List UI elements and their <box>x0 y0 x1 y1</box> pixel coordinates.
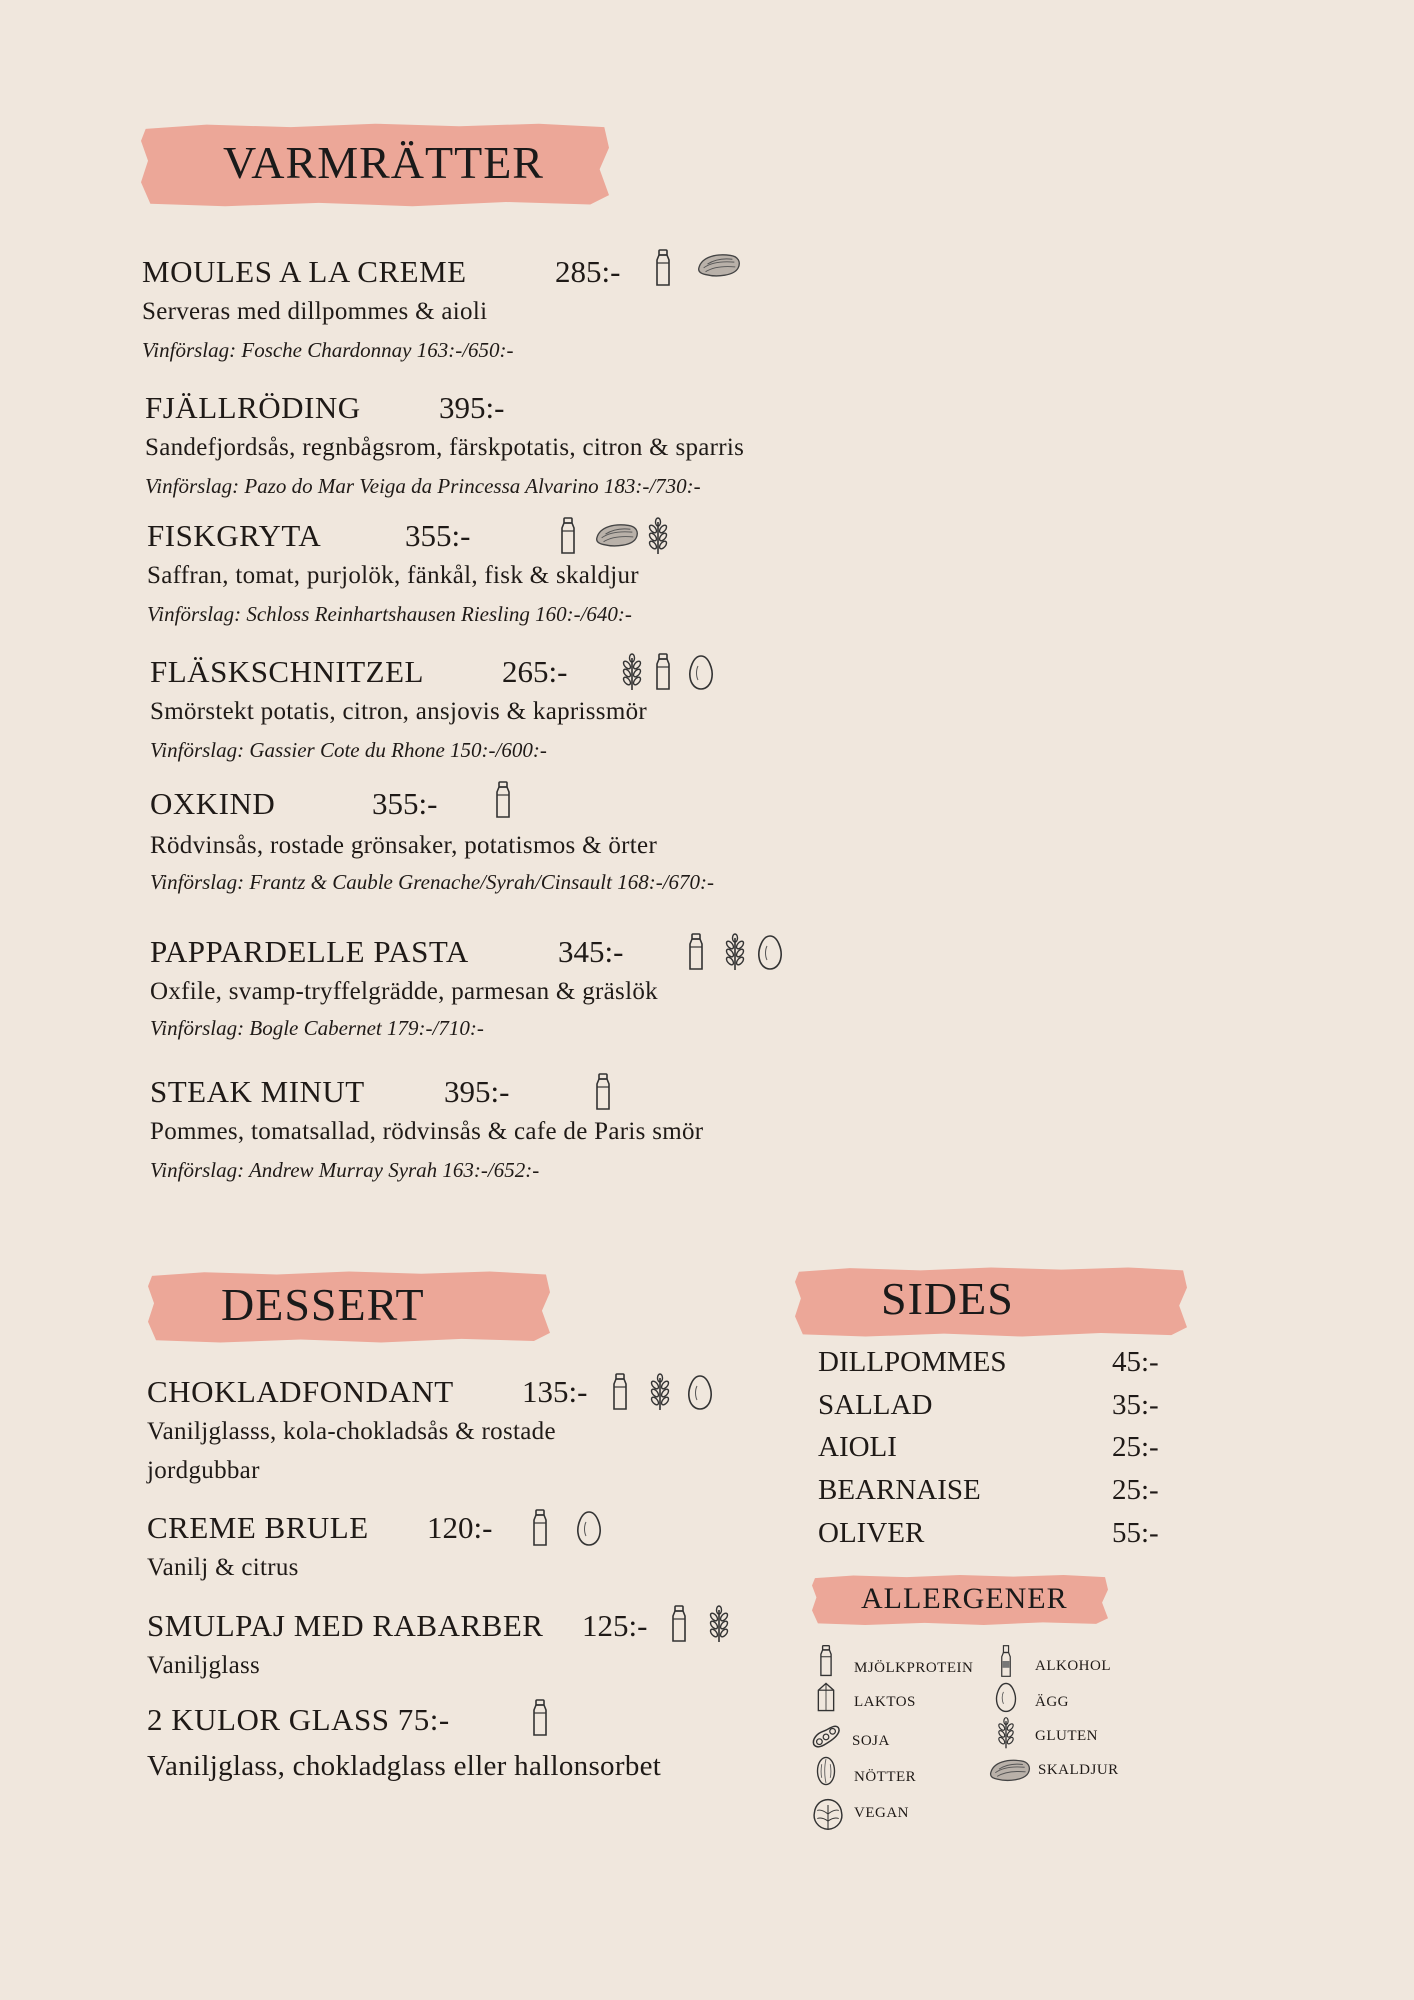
allergen-label: LAKTOS <box>854 1694 916 1710</box>
bottle-icon <box>648 248 678 288</box>
bottle-icon <box>588 1072 618 1112</box>
wine-suggestion: Vinförslag: Gassier Cote du Rhone 150:-/600:- <box>150 738 547 762</box>
menu-item-description: Vanilj & citrus <box>147 1554 299 1581</box>
menu-item-name: FLÄSKSCHNITZEL <box>150 654 424 689</box>
soy-icon <box>810 1720 842 1752</box>
menu-item-name: SMULPAJ MED RABARBER <box>147 1608 544 1643</box>
menu-item-description: Sandefjordsås, regnbågsrom, färskpotatis, citron & sparris <box>145 434 745 461</box>
menu-item-name: PAPPARDELLE PASTA <box>150 934 469 969</box>
menu-item-name: OXKIND <box>150 786 276 821</box>
menu-item-description: Vaniljglasss, kola-chokladsås & rostade <box>147 1418 556 1445</box>
menu-item-description: Vaniljglass, chokladglass eller hallonsorbet <box>147 1750 662 1782</box>
allergen-label: SKALDJUR <box>1038 1762 1119 1778</box>
allergen-label: ÄGG <box>1035 1694 1069 1710</box>
bottle-icon <box>648 652 678 692</box>
side-item-name: BEARNAISE <box>818 1474 981 1506</box>
bottle-icon <box>605 1372 635 1412</box>
allergen-label: ALKOHOL <box>1035 1658 1111 1674</box>
wheat-icon <box>704 1604 734 1644</box>
bottle-icon <box>664 1604 694 1644</box>
wine-suggestion: Vinförslag: Pazo do Mar Veiga da Princessa Alvarino 183:-/730:- <box>145 474 701 498</box>
menu-item-description-cont: jordgubbar <box>147 1457 260 1484</box>
side-item-price: 35:- <box>1112 1389 1159 1421</box>
menu-item-name: CHOKLADFONDANT <box>147 1374 454 1409</box>
menu-item-description: Pommes, tomatsallad, rödvinsås & cafe de Paris smör <box>150 1118 704 1145</box>
wheat-icon <box>643 516 673 556</box>
menu-item-name: CREME BRULE <box>147 1510 369 1545</box>
bottle-icon <box>488 780 518 820</box>
side-item-name: AIOLI <box>818 1431 897 1463</box>
egg-icon <box>685 1372 715 1412</box>
menu-item-description: Vaniljglass <box>147 1652 261 1679</box>
allergener-title: ALLERGENER <box>861 1582 1068 1615</box>
bottle-icon <box>812 1644 840 1678</box>
varmratter-title: VARMRÄTTER <box>223 137 544 188</box>
menu-item-price: 345:- <box>558 934 624 969</box>
wine-suggestion: Vinförslag: Andrew Murray Syrah 163:-/652:- <box>150 1158 540 1182</box>
shellfish-icon <box>988 1756 1032 1784</box>
shellfish-icon <box>594 520 640 550</box>
side-item-price: 25:- <box>1112 1474 1159 1506</box>
wine-suggestion: Vinförslag: Bogle Cabernet 179:-/710:- <box>150 1016 484 1040</box>
menu-item-price: 265:- <box>502 654 568 689</box>
menu-item-name: MOULES A LA CREME <box>142 254 467 289</box>
sides-title: SIDES <box>881 1273 1014 1324</box>
menu-item-name: FJÄLLRÖDING <box>145 390 361 425</box>
wheat-icon <box>645 1372 675 1412</box>
side-item-name: DILLPOMMES <box>818 1346 1007 1378</box>
side-item-price: 25:- <box>1112 1431 1159 1463</box>
menu-item-price: 395:- <box>439 390 505 425</box>
dessert-title: DESSERT <box>221 1279 425 1330</box>
allergen-label: MJÖLKPROTEIN <box>854 1660 974 1676</box>
milk-carton-icon <box>812 1680 840 1714</box>
wine-suggestion: Vinförslag: Fosche Chardonnay 163:-/650:- <box>142 338 514 362</box>
bottle-icon <box>525 1508 555 1548</box>
allergen-label: GLUTEN <box>1035 1728 1098 1744</box>
menu-item-price: 285:- <box>555 254 621 289</box>
menu-item-description: Saffran, tomat, purjolök, fänkål, fisk & skaldjur <box>147 562 639 589</box>
menu-item-price: 135:- <box>522 1374 588 1409</box>
bottle-icon <box>525 1698 555 1738</box>
menu-item-price: 355:- <box>405 518 471 553</box>
egg-icon <box>755 932 785 972</box>
allergen-label: VEGAN <box>854 1805 909 1821</box>
egg-icon <box>686 652 716 692</box>
menu-item-description: Serveras med dillpommes & aioli <box>142 298 488 325</box>
menu-item-price: 395:- <box>444 1074 510 1109</box>
side-item-price: 55:- <box>1112 1517 1159 1549</box>
menu-item-description: Oxfile, svamp-tryffelgrädde, parmesan & gräslök <box>150 978 658 1005</box>
wine-suggestion: Vinförslag: Schloss Reinhartshausen Riesling 160:-/640:- <box>147 602 632 626</box>
wheat-icon <box>720 932 750 972</box>
side-item-price: 45:- <box>1112 1346 1159 1378</box>
egg-icon <box>574 1508 604 1548</box>
menu-item-price: 120:- <box>427 1510 493 1545</box>
menu-item-name: 2 KULOR GLASS 75:- <box>147 1702 450 1737</box>
lettuce-icon <box>810 1794 846 1834</box>
menu-item-price: 125:- <box>582 1608 648 1643</box>
nut-icon <box>812 1754 840 1788</box>
menu-item-description: Smörstekt potatis, citron, ansjovis & kaprissmör <box>150 698 648 725</box>
wheat-icon <box>992 1716 1020 1750</box>
alcohol-bottle-icon <box>992 1644 1020 1678</box>
bottle-icon <box>681 932 711 972</box>
wine-suggestion: Vinförslag: Frantz & Cauble Grenache/Syrah/Cinsault 168:-/670:- <box>150 870 715 894</box>
menu-item-description: Rödvinsås, rostade grönsaker, potatismos & örter <box>150 832 658 859</box>
menu-item-price: 355:- <box>372 786 438 821</box>
shellfish-icon <box>696 250 742 280</box>
side-item-name: OLIVER <box>818 1517 925 1549</box>
egg-icon <box>992 1680 1020 1714</box>
allergen-label: NÖTTER <box>854 1769 917 1785</box>
bottle-icon <box>553 516 583 556</box>
menu-item-name: FISKGRYTA <box>147 518 322 553</box>
side-item-name: SALLAD <box>818 1389 933 1421</box>
wheat-icon <box>617 652 647 692</box>
allergen-label: SOJA <box>852 1733 890 1749</box>
menu-item-name: STEAK MINUT <box>150 1074 365 1109</box>
